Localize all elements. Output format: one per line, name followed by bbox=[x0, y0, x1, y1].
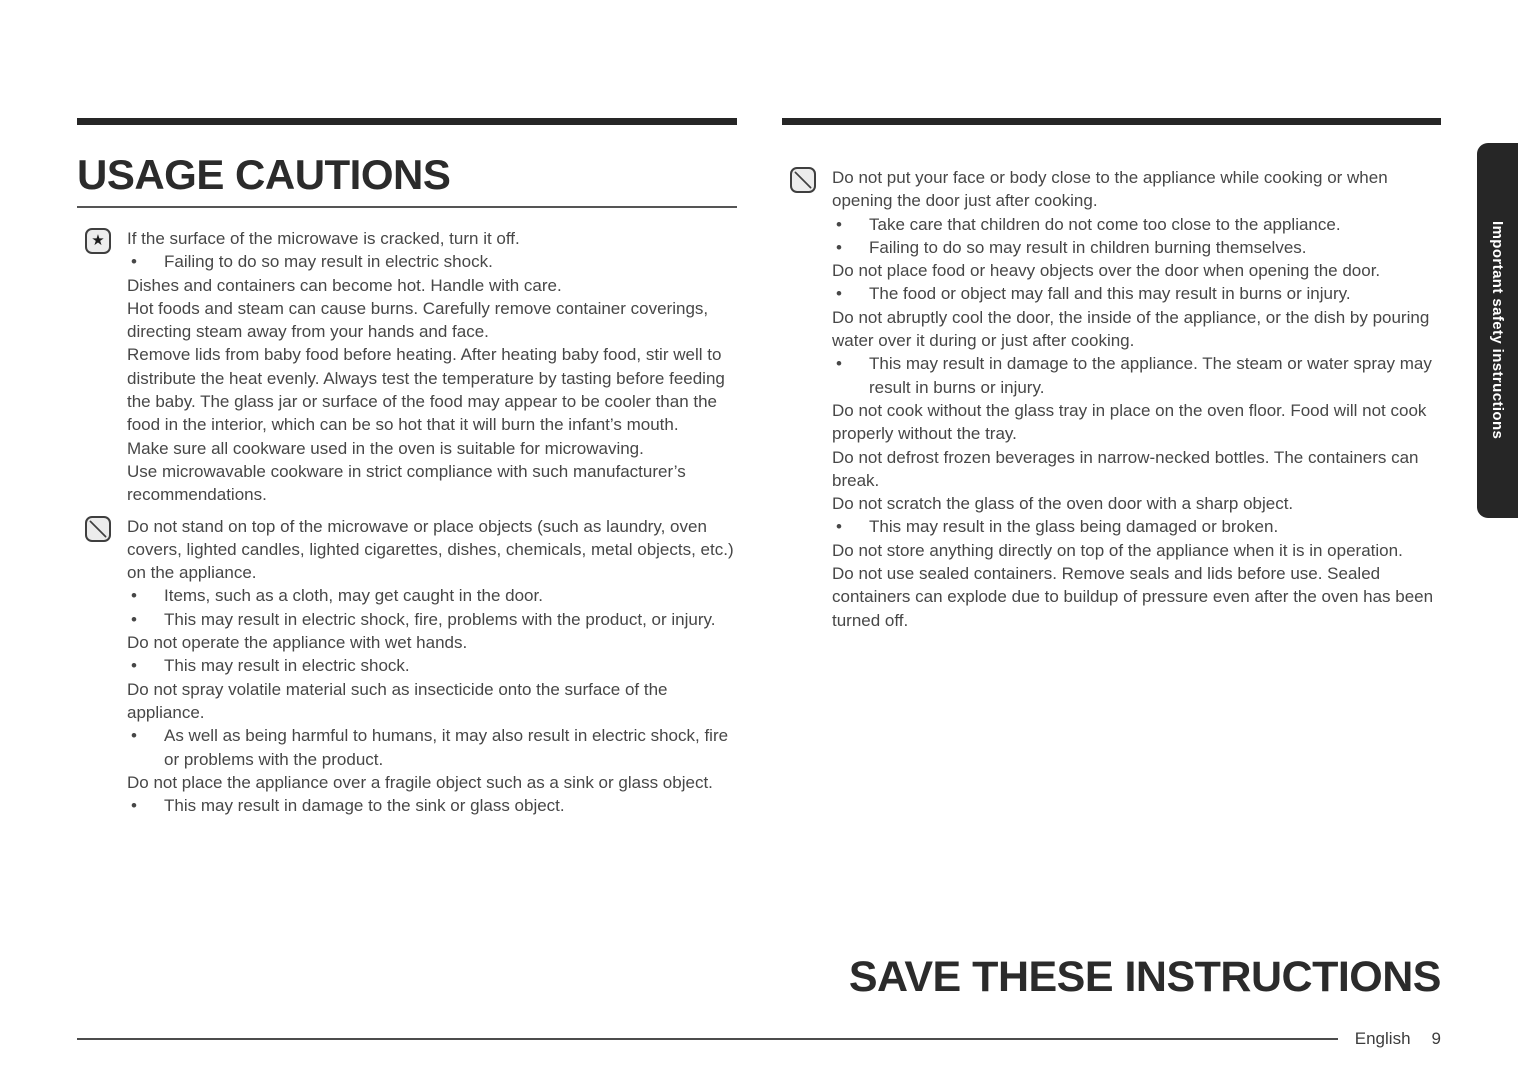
caution-text: Do not put your face or body close to the appliance while cooking or when opening the door just after cooking. bbox=[832, 168, 1388, 211]
caution-block bbox=[782, 166, 1441, 632]
bullet-item bbox=[127, 794, 737, 817]
prohibition-icon bbox=[790, 167, 816, 193]
footer-rule bbox=[77, 1038, 1338, 1040]
caution-text: Do not abruptly cool the door, the inside of the appliance, or the dish by pouring water over it during or just after cooking. bbox=[832, 307, 1430, 351]
caution-text: Do not scratch the glass of the oven door with a sharp object. bbox=[832, 494, 1294, 514]
caution-text: Do not place food or heavy objects over the door when opening the door. bbox=[832, 261, 1381, 281]
page-title: USAGE CAUTIONS bbox=[77, 153, 737, 208]
caution-text: Do not place the appliance over a fragile object such as a sink or glass object. bbox=[127, 772, 713, 792]
caution-block bbox=[77, 515, 737, 818]
bullet-icon: • bbox=[131, 796, 137, 816]
bullet-icon: • bbox=[131, 656, 137, 676]
caution-text: Do not defrost frozen beverages in narrow-necked bottles. The containers can break. bbox=[832, 447, 1419, 490]
bullet-icon: • bbox=[131, 726, 137, 746]
caution-text: Remove lids from baby food before heating. After heating baby food, stir well to distribute the heat evenly. Always test the temperature by tasting before feeding the baby. The glass jar or surface of the food may appear to be cooler than the food in the interior, which can be so hot that it will burn the infant’s mouth. bbox=[127, 345, 725, 435]
icon-cell bbox=[782, 166, 832, 632]
bullet-text: This may result in damage to the sink or glass object. bbox=[164, 796, 565, 816]
bullet-item bbox=[832, 282, 1441, 305]
bullet-icon: • bbox=[836, 237, 842, 257]
bullet-text: This may result in electric shock, fire, problems with the product, or injury. bbox=[164, 609, 716, 629]
save-instructions-heading: SAVE THESE INSTRUCTIONS bbox=[848, 953, 1441, 1001]
caution-text: Use microwavable cookware in strict compliance with such manufacturer’s recommendations. bbox=[127, 461, 686, 505]
caution-text: Do not cook without the glass tray in place on the oven floor. Food will not cook properly without the tray. bbox=[832, 400, 1427, 444]
bullet-item bbox=[832, 515, 1441, 538]
bullet-item bbox=[832, 236, 1441, 259]
section-rule-right bbox=[782, 118, 1441, 125]
bullet-icon: • bbox=[836, 517, 842, 537]
bullet-item bbox=[127, 250, 737, 273]
bullet-text: Items, such as a cloth, may get caught in the door. bbox=[164, 586, 543, 606]
bullet-text: This may result in electric shock. bbox=[164, 656, 410, 676]
footer-page-number: 9 bbox=[1431, 1029, 1441, 1048]
caution-text: Do not spray volatile material such as insecticide onto the surface of the appliance. bbox=[127, 679, 668, 722]
prohibition-icon bbox=[85, 516, 111, 542]
footer-language: English bbox=[1354, 1029, 1411, 1048]
bullet-text: Failing to do so may result in children burning themselves. bbox=[869, 237, 1307, 257]
icon-cell bbox=[77, 515, 127, 818]
bullet-item bbox=[832, 213, 1441, 236]
bullet-icon: • bbox=[131, 586, 137, 606]
bullet-icon: • bbox=[836, 214, 842, 234]
bullet-item bbox=[832, 352, 1441, 399]
caution-text: Do not store anything directly on top of the appliance when it is in operation. bbox=[832, 540, 1403, 560]
bullet-text: This may result in the glass being damaged or broken. bbox=[869, 517, 1279, 537]
page-footer bbox=[1355, 1029, 1441, 1049]
caution-text: Do not stand on top of the microwave or place objects (such as laundry, oven covers, lighted candles, lighted cigarettes, dishes, chemicals, metal objects, etc.) on the appliance. bbox=[127, 516, 734, 583]
chapter-tab-label: Important safety instructions bbox=[1489, 221, 1506, 440]
bullet-text: As well as being harmful to humans, it may also result in electric shock, fire or problems with the product. bbox=[164, 726, 729, 769]
caution-block bbox=[77, 227, 737, 507]
icon-cell bbox=[77, 227, 127, 507]
bullet-icon: • bbox=[131, 609, 137, 629]
bullet-icon: • bbox=[836, 354, 842, 374]
chapter-tab bbox=[1477, 143, 1518, 518]
bullet-item bbox=[127, 724, 737, 771]
caution-text: Make sure all cookware used in the oven is suitable for microwaving. bbox=[127, 438, 644, 458]
bullet-text: The food or object may fall and this may result in burns or injury. bbox=[869, 284, 1351, 304]
caution-block-body bbox=[127, 227, 737, 507]
bullet-text: Failing to do so may result in electric shock. bbox=[164, 252, 493, 272]
right-column bbox=[782, 125, 1441, 632]
bullet-text: This may result in damage to the appliance. The steam or water spray may result in burns or injury. bbox=[869, 354, 1432, 397]
caution-text: Do not use sealed containers. Remove seals and lids before use. Sealed containers can explode due to buildup of pressure even after the oven has been turned off. bbox=[832, 564, 1434, 630]
bullet-item bbox=[127, 654, 737, 677]
column-right-content bbox=[782, 166, 1441, 632]
caution-block-body bbox=[127, 515, 737, 818]
column-left-content bbox=[77, 227, 737, 817]
caution-text: Do not operate the appliance with wet hands. bbox=[127, 633, 468, 653]
caution-block-body bbox=[832, 166, 1441, 632]
section-rule-left bbox=[77, 118, 737, 125]
caution-text: Dishes and containers can become hot. Handle with care. bbox=[127, 275, 562, 295]
star-icon: ★ bbox=[85, 228, 111, 254]
bullet-icon: • bbox=[131, 252, 137, 272]
bullet-icon: • bbox=[836, 284, 842, 304]
left-column bbox=[77, 125, 737, 817]
caution-text: Hot foods and steam can cause burns. Carefully remove container coverings, directing steam away from your hands and face. bbox=[127, 298, 709, 342]
bullet-text: Take care that children do not come too close to the appliance. bbox=[869, 214, 1341, 234]
bullet-item bbox=[127, 584, 737, 607]
bullet-item bbox=[127, 608, 737, 631]
caution-text: If the surface of the microwave is cracked, turn it off. bbox=[127, 229, 520, 248]
